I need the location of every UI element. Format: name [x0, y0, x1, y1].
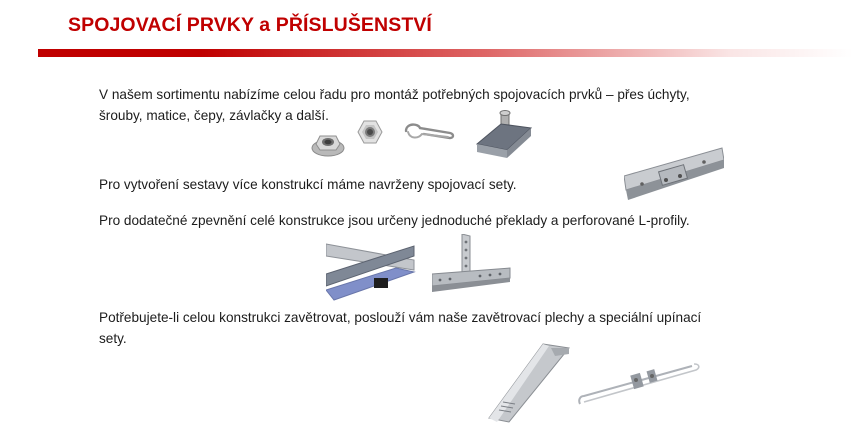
title-underline	[38, 49, 853, 57]
clamp-icon	[473, 110, 535, 162]
reinforcement-paragraph: Pro dodatečné zpevnění celé konstrukce jsou určeny jednoduché překlady a perforované L-profily.	[99, 213, 690, 228]
flange-nut-icon	[310, 128, 346, 158]
bracing-line-2: sety.	[99, 331, 127, 346]
l-profile-icon	[432, 234, 512, 296]
bracing-sheet-icon	[485, 342, 571, 424]
hex-nut-icon	[354, 117, 386, 147]
clamping-set-icon	[576, 358, 700, 408]
cotter-pin-icon	[402, 119, 456, 143]
intro-line-2: šrouby, matice, čepy, závlačky a další.	[99, 108, 329, 123]
bracing-paragraph	[99, 307, 749, 349]
lintel-icon	[326, 238, 416, 304]
bracing-line-1: Potřebujete-li celou konstrukci zavětrovat, poslouží vám naše zavětrovací plechy a speciální upínací	[99, 310, 702, 325]
sets-paragraph: Pro vytvoření sestavy více konstrukcí máme navrženy spojovací sety.	[99, 177, 517, 192]
page-title: SPOJOVACÍ PRVKY a PŘÍSLUŠENSTVÍ	[68, 14, 432, 36]
connection-set-icon	[624, 146, 724, 208]
intro-line-1: V našem sortimentu nabízíme celou řadu pro montáž potřebných spojovacích prvků – přes úchyty,	[99, 87, 690, 102]
